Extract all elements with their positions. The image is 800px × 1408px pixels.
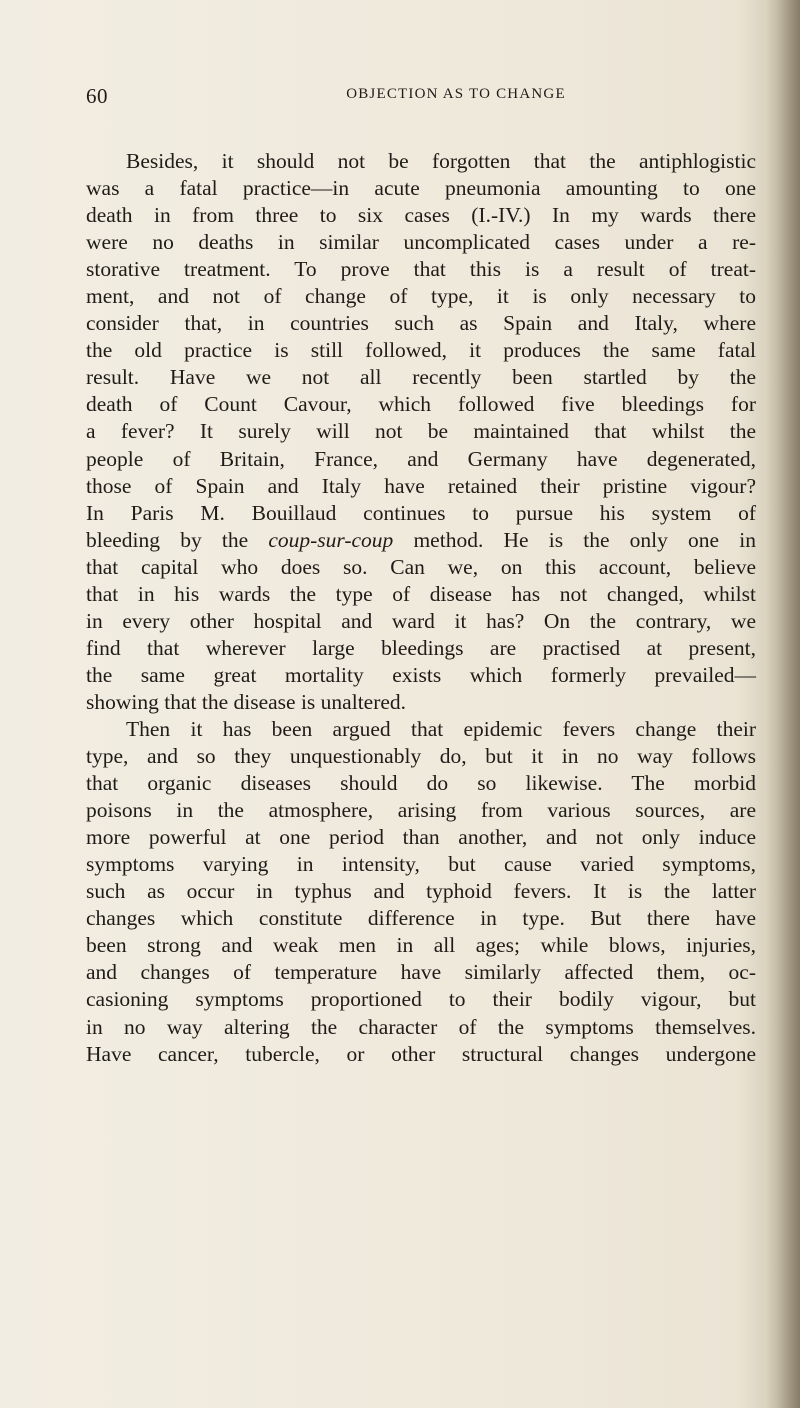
text-line: people of Britain, France, and Germany have degenerated, <box>86 446 756 471</box>
text-line-with-italic <box>86 527 756 554</box>
text-line: death of Count Cavour, which followed five bleedings for <box>86 392 756 417</box>
text-line: that capital who does so. Can we, on this account, believe <box>86 554 756 579</box>
text-line: find that wherever large bleedings are practised at present, <box>86 635 756 660</box>
text-segment: bleeding by the <box>86 527 249 552</box>
text-line: such as occur in typhus and typhoid fevers. It is the latter <box>86 879 756 904</box>
body-text <box>86 148 756 1068</box>
text-segment: method. He is the only one in <box>413 527 756 552</box>
text-line: result. Have we not all recently been startled by the <box>86 365 756 390</box>
page-header <box>86 84 756 114</box>
text-line: was a fatal practice—in acute pneumonia amounting to one <box>86 176 756 201</box>
text-line: that organic diseases should do so likewise. The morbid <box>86 771 756 796</box>
text-line: been strong and weak men in all ages; while blows, injuries, <box>86 933 756 958</box>
page-edge-shadow <box>766 0 800 1408</box>
text-line: consider that, in countries such as Spain and Italy, where <box>86 311 756 336</box>
text-line: that in his wards the type of disease has not changed, whilst <box>86 581 756 606</box>
text-line: symptoms varying in intensity, but cause varied symptoms, <box>86 852 756 877</box>
text-line: more powerful at one period than another, and not only induce <box>86 825 756 850</box>
text-line: the same great mortality exists which formerly prevailed— <box>86 662 756 687</box>
italic-term: coup-sur-coup <box>268 527 394 552</box>
text-line: a fever? It surely will not be maintained that whilst the <box>86 419 756 444</box>
text-line: type, and so they unquestionably do, but it in no way follows <box>86 744 756 769</box>
text-line: poisons in the atmosphere, arising from various sources, are <box>86 798 756 823</box>
text-line: In Paris M. Bouillaud continues to pursue his system of <box>86 500 756 525</box>
text-line: Besides, it should not be forgotten that the antiphlogistic <box>126 149 756 173</box>
text-line: in every other hospital and ward it has? On the contrary, we <box>86 608 756 633</box>
page-number: 60 <box>86 84 108 108</box>
text-line: death in from three to six cases (I.-IV.) In my wards there <box>86 203 756 228</box>
text-line: the old practice is still followed, it produces the same fatal <box>86 338 756 363</box>
text-line: in no way altering the character of the symptoms themselves. <box>86 1014 756 1039</box>
text-line: showing that the disease is unaltered. <box>86 689 407 714</box>
text-line: those of Spain and Italy have retained their pristine vigour? <box>86 473 756 498</box>
text-line: ment, and not of change of type, it is only necessary to <box>86 284 756 309</box>
text-line: and changes of temperature have similarly affected them, oc- <box>86 960 756 985</box>
text-line: Have cancer, tubercle, or other structural changes undergone <box>86 1041 756 1066</box>
running-head: OBJECTION AS TO CHANGE <box>346 86 566 102</box>
text-line: storative treatment. To prove that this is a result of treat- <box>86 257 756 282</box>
text-line: Then it has been argued that epidemic fevers change their <box>126 716 756 741</box>
text-line: changes which constitute difference in type. But there have <box>86 906 756 931</box>
text-line: casioning symptoms proportioned to their bodily vigour, but <box>86 987 756 1012</box>
text-line: were no deaths in similar uncomplicated cases under a re- <box>86 230 756 255</box>
